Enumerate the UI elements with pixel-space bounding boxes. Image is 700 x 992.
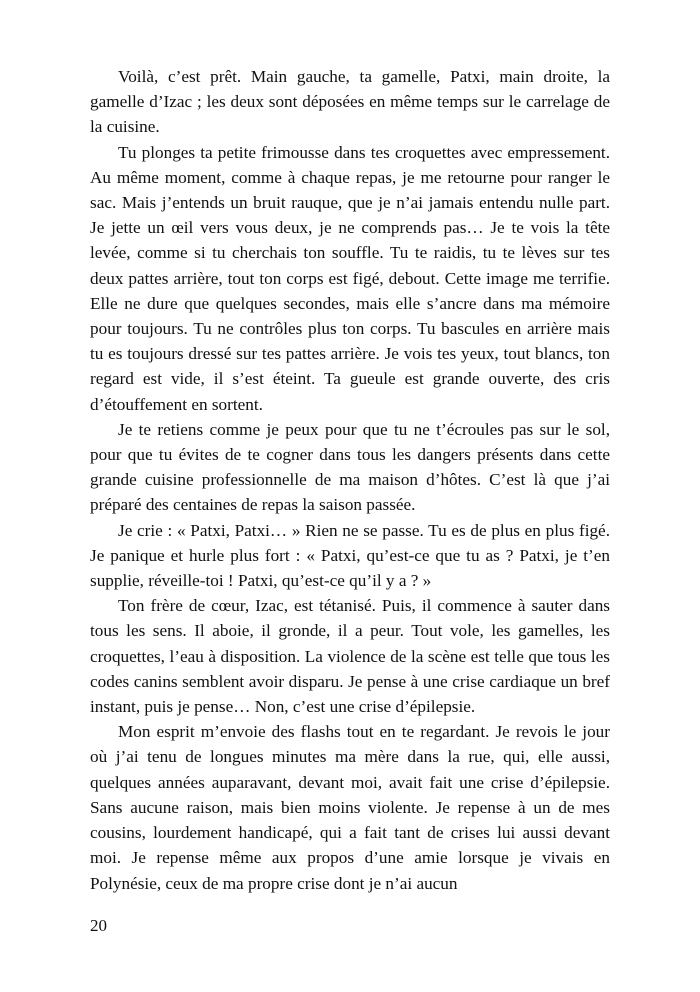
paragraph-2: Tu plonges ta petite frimousse dans tes croquettes avec empressement. Au même moment, comme à chaque repas, je me retourne pour ranger le sac. Mais j’entends un bruit rauque, que je n’ai jamais entendu nulle part. Je jette un œil vers vous deux, je ne comprends pas… Je te vois la tête levée, comme si tu cherchais ton souffle. Tu te raidis, tu te lèves sur tes deux pattes arrière, tout ton corps est figé, debout. Cette image me terrifie. Elle ne dure que quelques secondes, mais elle s’ancre dans ma mémoire pour toujours. Tu ne contrôles plus ton corps. Tu bascules en arrière mais tu es toujours dressé sur tes pattes arrière. Je vois tes yeux, tout blancs, ton regard est vide, il s’est éteint. Ta gueule est grande ouverte, des cris d’étouffement en sortent. xyxy=(90,142,610,414)
paragraph-5: Ton frère de cœur, Izac, est tétanisé. Puis, il commence à sauter dans tous les sens. Il aboie, il gronde, il a peur. Tout vole, les gamelles, les croquettes, l’eau à disposition. La violence de la scène est telle que tous les codes canins semblent avoir disparu. Je pense à une crise cardiaque un bref instant, puis je pense… Non, c’est une crise d’épilepsie. xyxy=(90,596,610,717)
paragraph-1: Voilà, c’est prêt. Main gauche, ta gamelle, Patxi, main droite, la gamelle d’Izac ; les deux sont déposées en même temps sur le carrelage de la cuisine. xyxy=(90,67,610,137)
page-body xyxy=(90,64,610,896)
paragraph-4: Je crie : « Patxi, Patxi… » Rien ne se passe. Tu es de plus en plus figé. Je panique et hurle plus fort : « Patxi, qu’est-ce que tu as ? Patxi, je t’en supplie, réveille-toi ! Patxi, qu’est-ce qu’il y a ? » xyxy=(90,520,610,591)
paragraph-6: Mon esprit m’envoie des flashs tout en te regardant. Je revois le jour où j’ai tenu de longues minutes ma mère dans la rue, qui, elle aussi, quelques années auparavant, devant moi, avait fait une crise d’épilepsie. Sans aucune raison, mais bien moins violente. Je repense à un de mes cousins, lourdement handicapé, qui a fait tant de crises lui aussi devant moi. Je repense même aux propos d’une amie lorsque je vivais en Polynésie, ceux de ma propre crise dont je n’ai aucun xyxy=(90,722,610,893)
page-number: 20 xyxy=(90,916,107,935)
paragraph-3: Je te retiens comme je peux pour que tu ne t’écroules pas sur le sol, pour que tu évites de te cogner dans tous les dangers présents dans cette grande cuisine professionnelle de ma maison d’hôtes. C’est là que j’ai préparé des centaines de repas la saison passée. xyxy=(90,419,610,515)
